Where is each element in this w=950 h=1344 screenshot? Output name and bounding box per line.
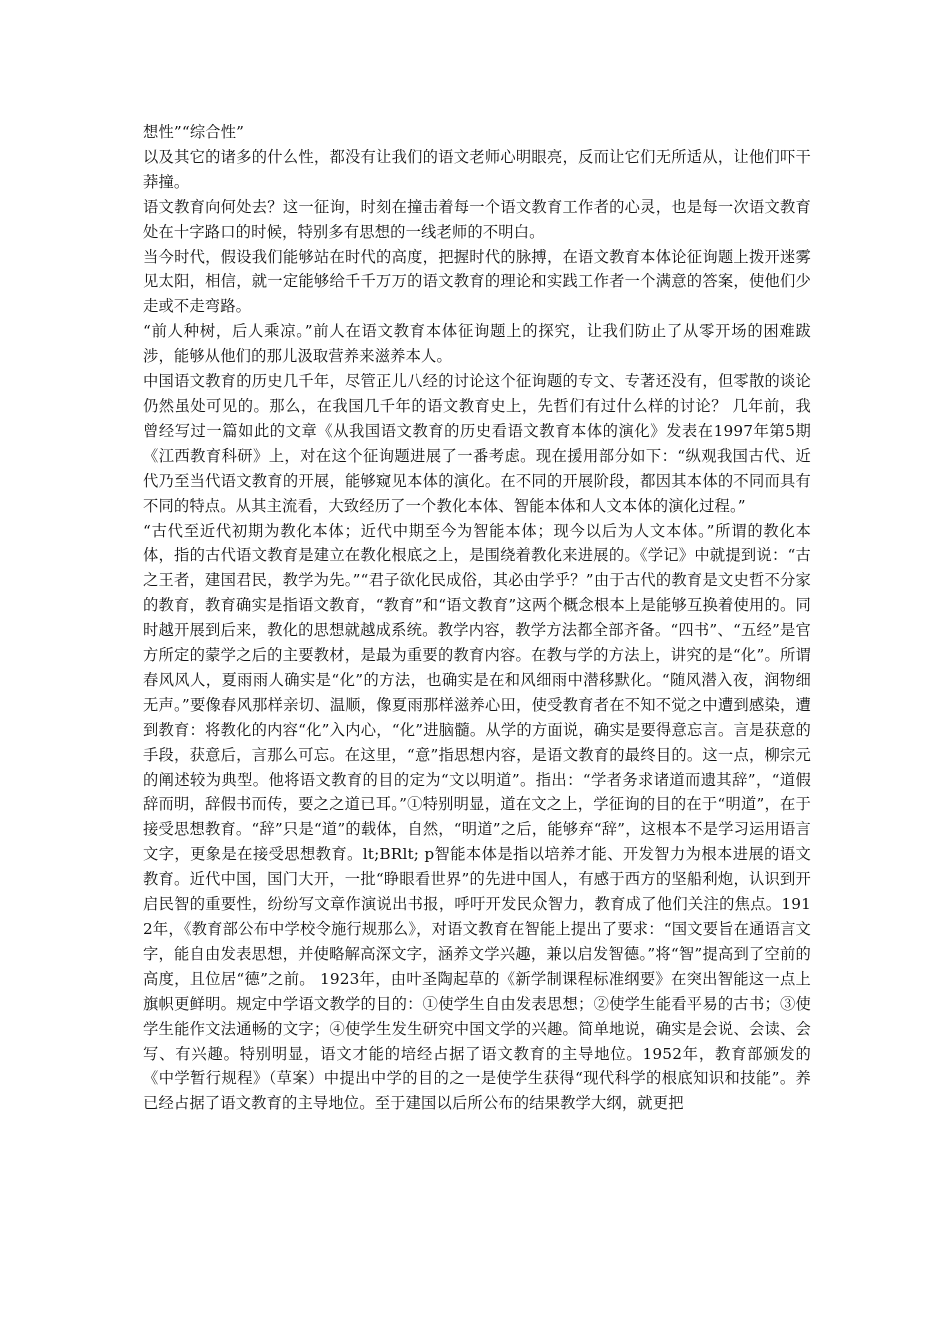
paragraph-2: 以及其它的诸多的什么性，都没有让我们的语文老师心明眼亮，反而让它们无所适从，让他们吓干莽撞。: [143, 147, 811, 191]
paragraph-6: 中国语文教育的历史几千年，尽管正儿八经的讨论这个征询题的专文、专著还没有，但零散的谈论仍然虽处可见的。那么，在我国几千年的语文教育史上，先哲们有过什么样的讨论？ 几年前，我曾经写过一篇如此的文章《从我国语文教育的历史看语文教育本体的演化》发表在1997年第5期《江西教育科研》上，对在这个征询题进展了一番考虑。现在援用部分如下：“纵观我国古代、近代乃至当代语文教育的开展，能够窥见本体的演化。在不同的开展阶段，都因其本体的不同而具有不同的特点。从其主流看，大致经历了一个教化本体、智能本体和人文本体的演化过程。”: [143, 372, 811, 515]
paragraph-4: 当今时代，假设我们能够站在时代的高度，把握时代的脉搏，在语文教育本体论征询题上拨开迷雾见太阳，相信，就一定能够给千千万万的语文教育的理论和实践工作者一个满意的答案，使他们少走或不走弯路。: [143, 247, 811, 316]
paragraph-7: “古代至近代初期为教化本体；近代中期至今为智能本体；现今以后为人文本体。”所谓的教化本体，指的古代语文教育是建立在教化根底之上，是围绕着教化来进展的。《学记》中就提到说：“古之王者，建国君民，教学为先。”“君子欲化民成俗，其必由学乎？”由于古代的教育是文史哲不分家的教育，教育确实是指语文教育，“教育”和“语文教育”这两个概念根本上是能够互换着使用的。同时越开展到后来，教化的思想就越成系统。教学内容，教学方法都全部齐备。“四书”、“五经”是官方所定的蒙学之后的主要教材，是最为重要的教育内容。在教与学的方法上，讲究的是“化”。所谓春风风人，夏雨雨人确实是“化”的方法，也确实是在和风细雨中潜移默化。“随风潜入夜，润物细无声。”要像春风那样亲切、温顺，像夏雨那样滋养心田，使受教育者在不知不觉之中遭到感染，遭到教育：将教化的内容“化”入内心，“化”进脑髓。从学的方面说，确实是要得意忘言。言是获意的手段，获意后，言那么可忘。在这里，“意”指思想内容，是语文教育的最终目的。这一点，柳宗元的阐述较为典型。他将语文教育的目的定为“文以明道”。指出：“学者务求诸道而遗其辞”，“道假辞而明，辞假书而传，要之之道已耳。”①特别明显，道在文之上，学征询的目的在于“明道”，在于接受思想教育。“辞”只是“道”的载体，自然，“明道”之后，能够弃“辞”，这根本不是学习运用语言文字，更象是在接受思想教育。lt;BRlt; p智能本体是指以培养才能、开发智力为根本进展的语文教育。近代中国，国门大开，一批“睁眼看世界”的先进中国人，有感于西方的坚船利炮，认识到开启民智的重要性，纷纷写文章作演说出书报，呼吁开发民众智力，教育成了他们关注的焦点。1912年，《教育部公布中学校令施行规那么》，对语文教育在智能上提出了要求：“国文要旨在通语言文字，能自由发表思想，并使略解高深文字，涵养文学兴趣，兼以启发智德。”将“智”提高到了空前的高度，且位居“德”之前。 1923年，由叶圣陶起草的《新学制课程标准纲要》在突出智能这一点上旗帜更鲜明。规定中学语文教学的目的：①使学生自由发表思想；②使学生能看平易的古书；③使学生能作文法通畅的文字；④使学生发生研究中国文学的兴趣。简单地说，确实是会说、会读、会写、有兴趣。特别明显，语文才能的培经占据了语文教育的主导地位。1952年，教育部颁发的《中学暂行规程》（草案）中提出中学的目的之一是使学生获得“现代科学的根底知识和技能”。养已经占据了语文教育的主导地位。至于建国以后所公布的结果教学大纲，就更把: [143, 521, 811, 1113]
paragraph-5: “前人种树，后人乘凉。”前人在语文教育本体征询题上的探究，让我们防止了从零开场的困难跋涉，能够从他们的那儿汲取营养来滋养本人。: [143, 322, 811, 366]
paragraph-1: 想性”“综合性”: [143, 123, 245, 141]
paragraph-3: 语文教育向何处去？这一征询，时刻在撞击着每一个语文教育工作者的心灵，也是每一次语文教育处在十字路口的时候，特别多有思想的一线老师的不明白。: [143, 197, 811, 241]
document-body: [143, 120, 811, 1116]
